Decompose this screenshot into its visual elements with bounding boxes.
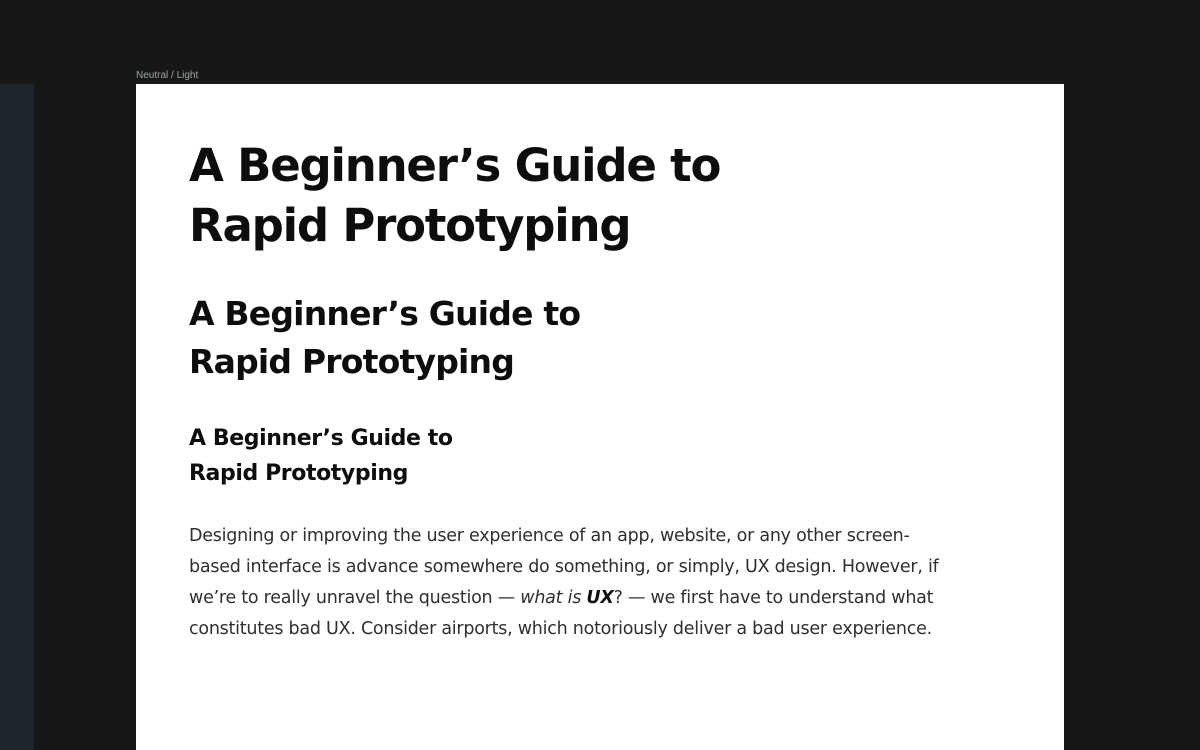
paragraph-line-1: Designing or improving the user experience of an app, website, or any other screen-: [189, 526, 910, 546]
heading-level-2: [189, 290, 580, 386]
heading-2-line-1: A Beginner’s Guide to: [189, 294, 581, 333]
heading-2-line-2: Rapid Prototyping: [189, 342, 515, 381]
heading-level-3: [189, 421, 453, 491]
heading-3-line-1: A Beginner’s Guide to: [189, 426, 453, 451]
paragraph-bold-term: UX: [586, 588, 614, 608]
artboard-frame[interactable]: [136, 84, 1064, 750]
body-paragraph: [189, 521, 949, 645]
paragraph-line-3: [189, 583, 949, 614]
paragraph-line-3-start: we’re to really unravel the question —: [189, 588, 521, 608]
heading-1-line-2: Rapid Prototyping: [189, 199, 631, 252]
paragraph-line-3-end: ? — we first have to understand what: [613, 588, 934, 608]
paragraph-line-4: constitutes bad UX. Consider airports, which notoriously deliver a bad user experience.: [189, 619, 932, 639]
heading-3-line-2: Rapid Prototyping: [189, 461, 408, 486]
paragraph-italic-phrase: what is: [520, 588, 587, 608]
heading-1-line-1: A Beginner’s Guide to: [189, 139, 721, 192]
left-side-panel: [0, 84, 34, 750]
paragraph-line-2: based interface is advance somewhere do something, or simply, UX design. However, if: [189, 557, 939, 577]
frame-name-label[interactable]: Neutral / Light: [136, 70, 199, 81]
heading-level-1: [189, 136, 720, 256]
